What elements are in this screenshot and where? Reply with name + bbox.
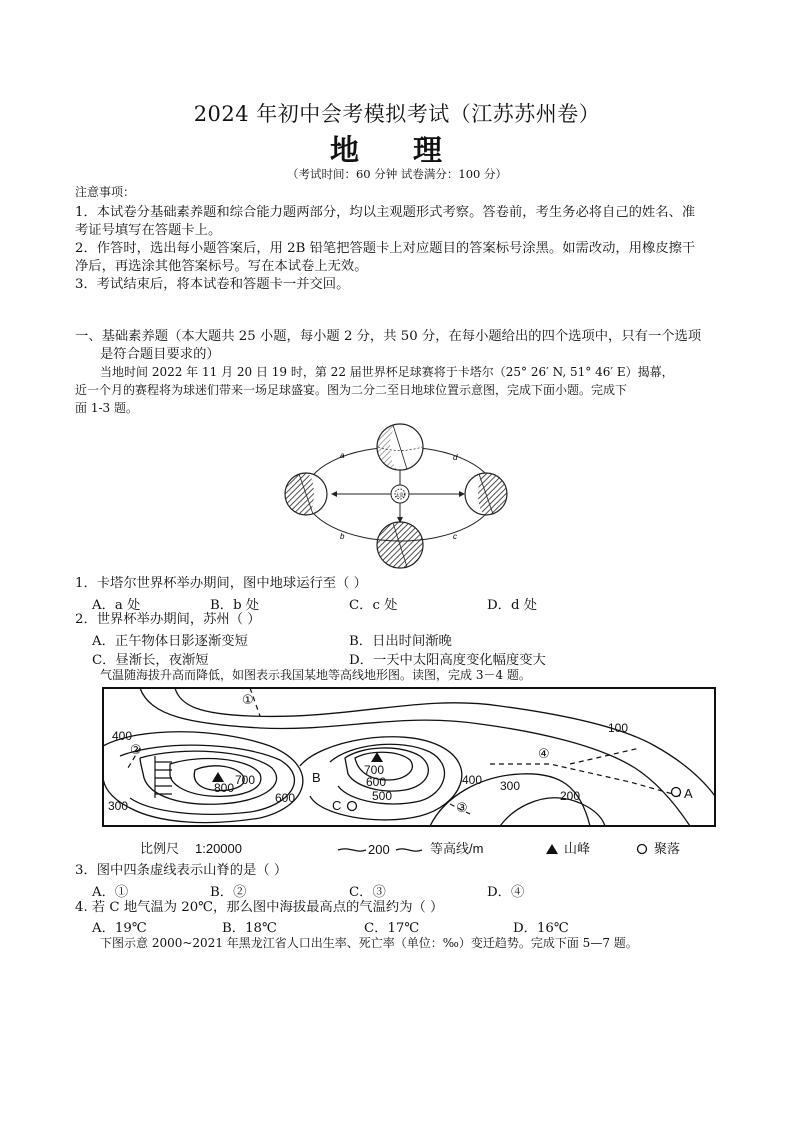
intro-line-1: 当地时间 2022 年 11 月 20 日 19 时，第 22 届世界杯足球赛将于卡塔尔（25° 26′ N, 51° 46′ E）揭幕， bbox=[100, 365, 674, 379]
section1-heading-line-2: 是符合题目要求的） bbox=[100, 347, 220, 362]
notice-item-1-line-2: 考证号填写在答题卡上。 bbox=[75, 223, 222, 238]
notice-heading: 注意事项： bbox=[75, 185, 136, 199]
q4-option-b[interactable]: B．18℃ bbox=[222, 921, 277, 936]
ridge-marker-1: ① bbox=[242, 692, 254, 707]
q1-option-a[interactable]: A．a 处 bbox=[92, 598, 141, 613]
contour-label-600-west: 600 bbox=[275, 791, 296, 805]
contour-label-500: 500 bbox=[372, 789, 393, 803]
q4-option-c[interactable]: C．17℃ bbox=[364, 921, 420, 936]
q2-option-c[interactable]: C．昼渐长，夜渐短 bbox=[92, 653, 209, 668]
q4-option-a[interactable]: A．19℃ bbox=[92, 921, 147, 936]
contour-label-800: 800 bbox=[214, 781, 235, 795]
ridge-marker-4: ④ bbox=[538, 746, 550, 761]
q1-option-b[interactable]: B．b 处 bbox=[210, 598, 260, 613]
earth-orbit-figure bbox=[270, 418, 530, 573]
intro-q3-4: 气温随海拔升高而降低，如图表示我国某地等高线地形图。读图，完成 3－4 题。 bbox=[100, 668, 531, 682]
subject-title: 地 理 bbox=[329, 133, 465, 167]
contour-map-figure bbox=[100, 686, 720, 862]
notice-item-1-line-1: 1．本试卷分基础素养题和综合能力题两部分，均以主观题形式考察。答卷前，考生务必将自己的姓名、准 bbox=[75, 205, 696, 220]
q1-stem: 1．卡塔尔世界杯举办期间，图中地球运行至（ ） bbox=[75, 576, 367, 591]
legend-scale-label: 比例尺 bbox=[140, 841, 180, 856]
ridge-marker-2: ② bbox=[130, 742, 142, 757]
point-label-c: C bbox=[332, 798, 342, 813]
contour-label-700-west: 700 bbox=[235, 773, 256, 787]
settlement-c-icon bbox=[348, 802, 357, 811]
exam-info: （考试时间：60 分钟 试卷满分：100 分） bbox=[286, 167, 508, 181]
q3-option-d[interactable]: D．④ bbox=[487, 885, 525, 900]
q2-option-b[interactable]: B．日出时间渐晚 bbox=[349, 634, 452, 649]
ridge-marker-3: ③ bbox=[456, 800, 468, 815]
q4-stem: 4. 若 C 地气温为 20℃，那么图中海拔最高点的气温约为（ ） bbox=[75, 900, 444, 915]
sun-label: 太阳 bbox=[394, 493, 406, 499]
contour-label-200: 200 bbox=[560, 789, 581, 803]
orbit-label-b: b bbox=[340, 532, 345, 541]
q1-option-d[interactable]: D．d 处 bbox=[487, 598, 537, 613]
point-label-b: B bbox=[312, 770, 321, 785]
notice-item-2-line-1: 2．作答时，选出每小题答案后，用 2B 铅笔把答题卡上对应题目的答案标号涂黑。如需改动，用橡皮擦干 bbox=[75, 241, 696, 256]
q1-option-c[interactable]: C．c 处 bbox=[349, 598, 398, 613]
q2-option-d[interactable]: D．一天中太阳高度变化幅度变大 bbox=[349, 653, 546, 668]
contour-label-600-east: 600 bbox=[366, 775, 387, 789]
q3-stem: 3．图中四条虚线表示山脊的是（ ） bbox=[75, 863, 288, 878]
settlement-a-icon bbox=[672, 788, 681, 797]
legend-settlement-text: 聚落 bbox=[654, 841, 681, 856]
q3-option-b[interactable]: B．② bbox=[210, 885, 247, 900]
orbit-label-d: d bbox=[453, 453, 458, 462]
q2-option-a[interactable]: A．正午物体日影逐渐变短 bbox=[92, 634, 248, 649]
q4-option-d[interactable]: D．16℃ bbox=[513, 921, 569, 936]
orbit-label-c: c bbox=[453, 532, 457, 541]
point-label-a: A bbox=[684, 786, 693, 801]
contour-label-400-east: 400 bbox=[462, 773, 483, 787]
exam-title: 2024 年初中会考模拟考试（江苏苏州卷） bbox=[193, 102, 601, 126]
intro-line-2: 近一个月的赛程将为球迷们带来一场足球盛宴。图为二分二至日地球位置示意图，完成下面小题。完成下 bbox=[75, 383, 628, 397]
legend-contour-sample: 200 bbox=[368, 842, 390, 857]
legend-scale-value: 1:20000 bbox=[195, 841, 242, 856]
contour-label-700-east: 700 bbox=[364, 763, 385, 777]
notice-item-3: 3．考试结束后，将本试卷和答题卡一并交回。 bbox=[75, 277, 350, 292]
contour-label-400-west: 400 bbox=[112, 729, 133, 743]
orbit-label-a: a bbox=[340, 451, 345, 460]
legend-contour-text: 等高线/m bbox=[430, 841, 484, 856]
contour-label-300-west: 300 bbox=[108, 799, 129, 813]
legend-settlement-icon bbox=[638, 845, 647, 854]
q2-stem: 2．世界杯举办期间，苏州（ ） bbox=[75, 612, 261, 627]
notice-item-2-line-2: 净后，再选涂其他答案标号。写在本试卷上无效。 bbox=[75, 259, 368, 274]
legend-peak-icon bbox=[546, 844, 558, 854]
intro-line-3: 面 1-3 题。 bbox=[75, 401, 138, 415]
contour-label-300-east: 300 bbox=[500, 779, 521, 793]
legend-peak-text: 山峰 bbox=[564, 841, 591, 856]
section1-heading-line-1: 一、基础素养题（本大题共 25 小题，每小题 2 分，共 50 分，在每小题给出的四个选项中，只有一个选项 bbox=[75, 329, 702, 344]
contour-label-100: 100 bbox=[608, 721, 629, 735]
q3-option-a[interactable]: A．① bbox=[92, 885, 129, 900]
intro-q5-7: 下图示意 2000~2021 年黑龙江省人口出生率、死亡率（单位：‰）变迁趋势。完成下面 5—7 题。 bbox=[100, 936, 638, 950]
q3-option-c[interactable]: C．③ bbox=[349, 885, 386, 900]
